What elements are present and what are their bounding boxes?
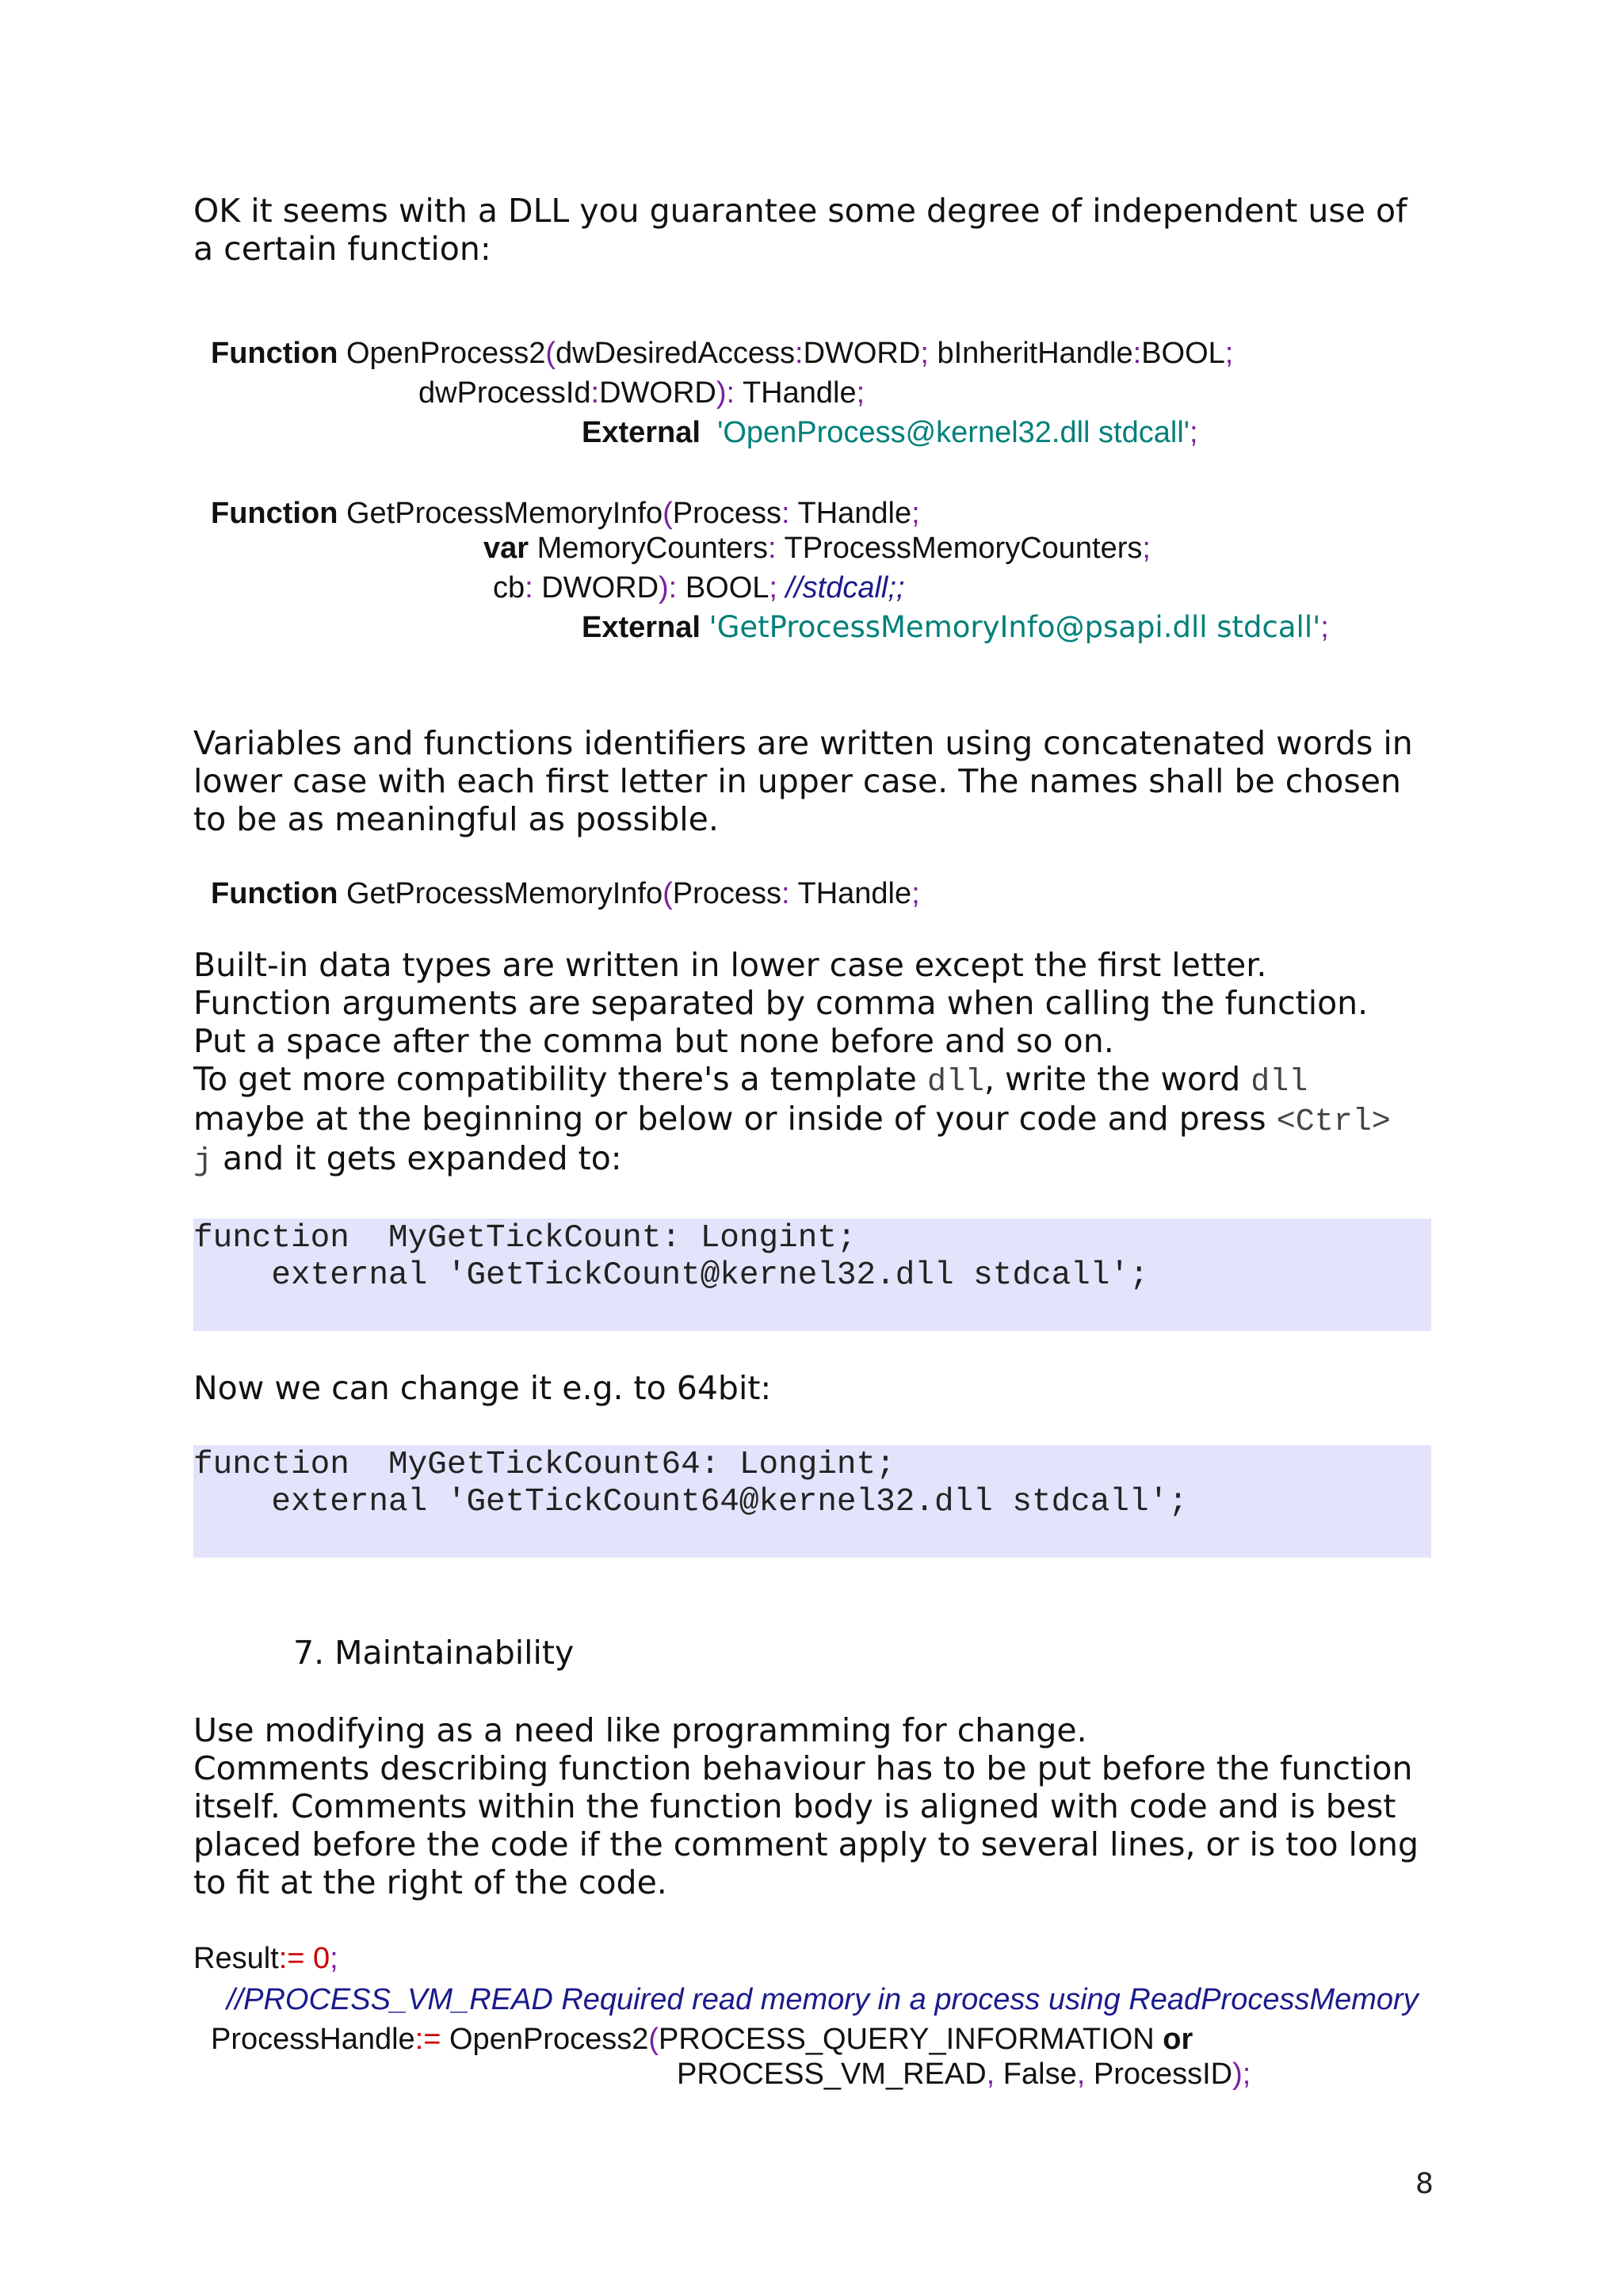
para4: Now we can change it e.g. to 64bit: (193, 1369, 772, 1407)
code4-line-1: Result:= 0; (193, 1942, 338, 1975)
code1-line-2: dwProcessId:DWORD): THandle; (418, 376, 865, 410)
para3-line-2: Function arguments are separated by comma when calling the function. (193, 984, 1369, 1022)
para2-line-3: to be as meaningful as possible. (193, 800, 719, 838)
code2-line-1: Function GetProcessMemoryInfo(Process: THandle; (211, 497, 920, 530)
para3-line-1: Built-in data types are written in lower case except the first letter. (193, 946, 1267, 984)
code-box-1-line-1: function MyGetTickCount: Longint; (193, 1220, 857, 1257)
intro-line-1: OK it seems with a DLL you guarantee some degree of independent use of (193, 192, 1407, 230)
code3-line: Function GetProcessMemoryInfo(Process: THandle; (211, 877, 920, 910)
para5-line-5: to fit at the right of the code. (193, 1863, 667, 1901)
para2-line-2: lower case with each first letter in upper case. The names shall be chosen (193, 762, 1401, 800)
code1-line-3: External 'OpenProcess@kernel32.dll stdcall'; (582, 416, 1198, 449)
code-box-1-line-2: external 'GetTickCount@kernel32.dll stdcall'; (193, 1257, 1149, 1294)
code2-line-2: var MemoryCounters: TProcessMemoryCounters; (483, 532, 1151, 565)
para5-line-4: placed before the code if the comment apply to several lines, or is too long (193, 1825, 1419, 1863)
para5-line-3: itself. Comments within the function body is aligned with code and is best (193, 1787, 1396, 1825)
code4-line-2: //PROCESS_VM_READ Required read memory in a process using ReadProcessMemory (227, 1983, 1419, 2016)
para3-line-4: To get more compatibility there's a template dll, write the word dll (193, 1060, 1308, 1100)
code4-line-3: ProcessHandle:= OpenProcess2(PROCESS_QUERY_INFORMATION or (211, 2023, 1193, 2056)
para3-line-5: maybe at the beginning or below or inside of your code and press <Ctrl> (193, 1100, 1391, 1140)
section-heading: 7. Maintainability (293, 1634, 575, 1672)
code-box-2-line-1: function MyGetTickCount64: Longint; (193, 1447, 896, 1483)
para5-line-1: Use modifying as a need like programming for change. (193, 1711, 1087, 1749)
code2-line-3: cb: DWORD): BOOL; //stdcall;; (493, 571, 905, 605)
code1-line-1: Function OpenProcess2(dwDesiredAccess:DWORD; bInheritHandle:BOOL; (211, 337, 1234, 370)
para5-line-2: Comments describing function behaviour has to be put before the function (193, 1749, 1413, 1787)
intro-line-2: a certain function: (193, 230, 491, 268)
code4-line-4: PROCESS_VM_READ, False, ProcessID); (677, 2058, 1251, 2091)
para2-line-1: Variables and functions identifiers are written using concatenated words in (193, 724, 1413, 762)
para3-line-6: j and it gets expanded to: (193, 1139, 622, 1180)
code-box-2-line-2: external 'GetTickCount64@kernel32.dll stdcall'; (193, 1484, 1188, 1520)
para3-line-3: Put a space after the comma but none before and so on. (193, 1022, 1114, 1060)
page-number: 8 (1415, 2168, 1434, 2200)
code2-line-4: External 'GetProcessMemoryInfo@psapi.dll stdcall'; (582, 610, 1329, 644)
